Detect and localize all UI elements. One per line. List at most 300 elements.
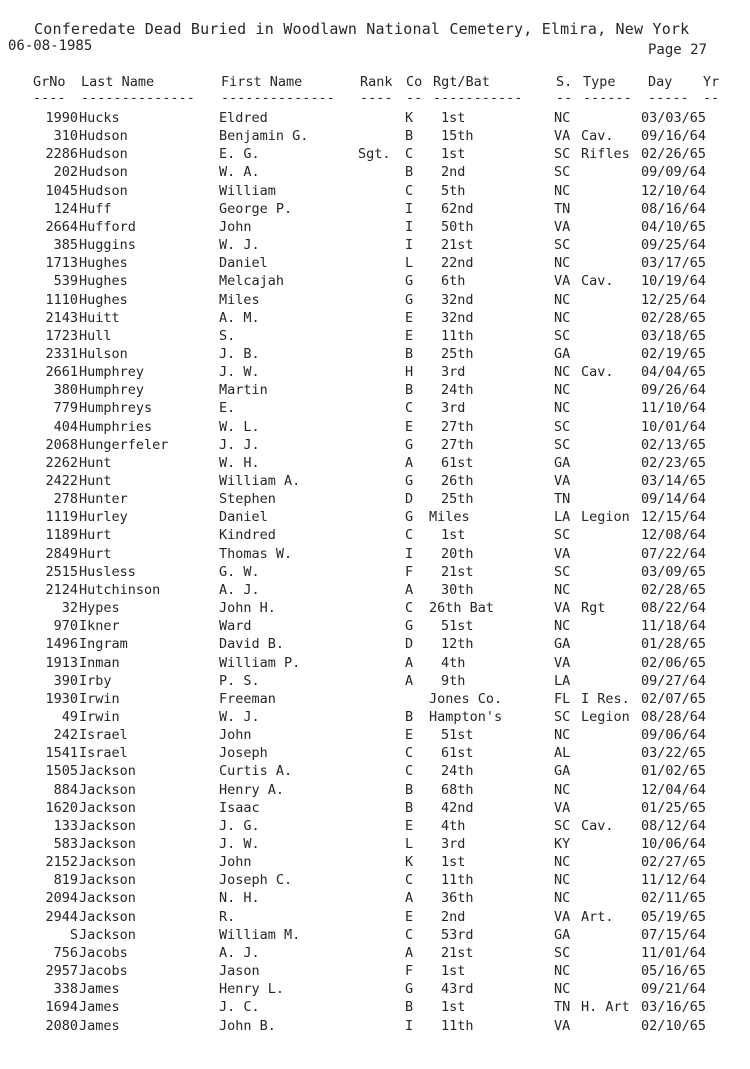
first-name-cell: John <box>219 218 252 235</box>
grave-number-cell: 2957 <box>45 963 78 980</box>
last-name-cell: Hulson <box>79 345 128 362</box>
first-name-cell: P. S. <box>219 672 260 689</box>
first-name-cell: William P. <box>219 654 301 671</box>
state-cell: VA <box>554 908 571 925</box>
regiment-cell: 2nd <box>441 164 466 181</box>
state-cell: LA <box>554 509 571 526</box>
header-last-name: Last Name <box>81 74 155 90</box>
table-row <box>0 400 750 418</box>
header-type: Type <box>583 74 616 90</box>
last-name-cell: Huggins <box>79 237 136 254</box>
grave-number-cell: 1119 <box>45 509 78 526</box>
regiment-cell: 68th <box>441 781 474 798</box>
death-date-cell: 10/06/64 <box>641 836 707 852</box>
last-name-cell: James <box>79 1017 120 1034</box>
company-cell: A <box>405 890 414 907</box>
company-cell: G <box>405 273 414 290</box>
death-date-cell: 09/14/64 <box>641 491 707 508</box>
company-cell: F <box>405 963 414 980</box>
table-row <box>0 237 750 255</box>
last-name-cell: Hurt <box>79 545 112 562</box>
first-name-cell: Joseph <box>219 745 268 762</box>
company-cell: B <box>405 999 414 1016</box>
table-row <box>0 419 750 437</box>
header-first-name: First Name <box>221 74 303 90</box>
death-date-cell: 02/27/65 <box>641 854 707 871</box>
grave-number-cell: S <box>69 926 78 943</box>
last-name-cell: Ingram <box>79 636 128 653</box>
grave-number-cell: 1189 <box>45 527 78 544</box>
grave-number-cell: 2331 <box>45 345 78 362</box>
grave-number-cell: 124 <box>53 200 78 217</box>
last-name-cell: Israel <box>79 745 128 762</box>
state-cell: SC <box>554 418 571 435</box>
table-row <box>0 564 750 582</box>
death-date-cell: 01/25/65 <box>641 799 707 816</box>
table-row <box>0 945 750 963</box>
company-cell: B <box>405 799 414 816</box>
first-name-cell: John B. <box>219 1017 276 1034</box>
company-cell: B <box>405 128 414 145</box>
death-date-cell: 03/17/65 <box>641 255 707 272</box>
grave-number-cell: 202 <box>53 164 78 181</box>
regiment-cell: 6th <box>441 273 466 290</box>
grave-number-cell: 49 <box>61 708 78 725</box>
company-cell: A <box>405 454 414 471</box>
table-row <box>0 999 750 1017</box>
grave-number-cell: 1694 <box>45 999 78 1016</box>
first-name-cell: W. L. <box>219 418 260 435</box>
state-cell: VA <box>554 545 571 562</box>
first-name-cell: J. J. <box>219 436 260 453</box>
last-name-cell: Jackson <box>79 763 136 780</box>
state-cell: GA <box>554 763 571 780</box>
death-date-cell: 09/21/64 <box>641 981 707 998</box>
state-cell: NC <box>554 618 571 635</box>
first-name-cell: Curtis A. <box>219 763 293 780</box>
state-cell: NC <box>554 364 571 381</box>
company-cell: C <box>405 182 414 199</box>
company-cell: D <box>405 491 414 508</box>
last-name-cell: Hudson <box>79 182 128 199</box>
death-date-cell: 02/28/65 <box>641 309 707 326</box>
first-name-cell: Jason <box>219 963 260 980</box>
state-cell: TN <box>554 999 571 1016</box>
regiment-cell: 32nd <box>441 291 474 308</box>
regiment-cell: 30th <box>441 581 474 598</box>
death-date-cell: 11/18/64 <box>641 618 707 635</box>
company-cell: C <box>405 146 414 163</box>
underline-last-name: -------------- <box>81 90 195 106</box>
underline-grno: ---- <box>33 90 66 106</box>
first-name-cell: Ward <box>219 618 252 635</box>
last-name-cell: Ikner <box>79 618 120 635</box>
first-name-cell: William <box>219 182 276 199</box>
grave-number-cell: 2143 <box>45 309 78 326</box>
table-row <box>0 328 750 346</box>
table-row <box>0 382 750 400</box>
regiment-cell: 9th <box>441 672 466 689</box>
regiment-cell: 25th <box>441 491 474 508</box>
death-date-cell: 02/28/65 <box>641 581 707 598</box>
last-name-cell: Hull <box>79 327 112 344</box>
table-row <box>0 981 750 999</box>
state-cell: GA <box>554 926 571 943</box>
first-name-cell: A. M. <box>219 309 260 326</box>
grave-number-cell: 1045 <box>45 182 78 199</box>
grave-number-cell: 2124 <box>45 581 78 598</box>
regiment-cell: 27th <box>441 418 474 435</box>
unit-type-cell: Rifles <box>581 146 630 163</box>
state-cell: NC <box>554 382 571 399</box>
state-cell: NC <box>554 727 571 744</box>
grave-number-cell: 242 <box>53 727 78 744</box>
grave-number-cell: 2080 <box>45 1017 78 1034</box>
death-date-cell: 03/09/65 <box>641 563 707 580</box>
grave-number-cell: 2849 <box>45 545 78 562</box>
company-cell: B <box>405 382 414 399</box>
grave-number-cell: 1723 <box>45 327 78 344</box>
first-name-cell: W. J. <box>219 708 260 725</box>
first-name-cell: Eldred <box>219 110 268 126</box>
grave-number-cell: 970 <box>53 618 78 635</box>
table-row <box>0 509 750 527</box>
state-cell: NC <box>554 581 571 598</box>
regiment-cell: 21st <box>441 563 474 580</box>
last-name-cell: Jackson <box>79 854 136 871</box>
first-name-cell: J. G. <box>219 817 260 834</box>
first-name-cell: Isaac <box>219 799 260 816</box>
last-name-cell: Israel <box>79 727 128 744</box>
death-date-cell: 12/04/64 <box>641 781 707 798</box>
company-cell: B <box>405 708 414 725</box>
table-row <box>0 782 750 800</box>
state-cell: NC <box>554 854 571 871</box>
table-row <box>0 673 750 691</box>
company-cell: G <box>405 291 414 308</box>
table-row <box>0 527 750 545</box>
header-grno: GrNo <box>33 74 66 90</box>
first-name-cell: John <box>219 727 252 744</box>
death-date-cell: 02/11/65 <box>641 890 707 907</box>
death-date-cell: 05/19/65 <box>641 908 707 925</box>
table-row <box>0 219 750 237</box>
grave-number-cell: 1505 <box>45 763 78 780</box>
header-rank: Rank <box>360 74 393 90</box>
last-name-cell: Inman <box>79 654 120 671</box>
state-cell: SC <box>554 164 571 181</box>
last-name-cell: Jackson <box>79 926 136 943</box>
table-row <box>0 1018 750 1036</box>
last-name-cell: Hunt <box>79 473 112 489</box>
first-name-cell: Kindred <box>219 527 276 544</box>
table-row <box>0 727 750 745</box>
company-cell: G <box>405 436 414 453</box>
death-date-cell: 05/16/65 <box>641 963 707 980</box>
last-name-cell: Hutchinson <box>79 581 161 598</box>
last-name-cell: James <box>79 981 120 998</box>
regiment-cell: 22nd <box>441 255 474 272</box>
table-row <box>0 346 750 364</box>
first-name-cell: R. <box>219 908 236 925</box>
death-date-cell: 08/22/64 <box>641 600 707 617</box>
death-date-cell: 02/13/65 <box>641 436 707 453</box>
regiment-cell: 61st <box>441 745 474 762</box>
company-cell: F <box>405 563 414 580</box>
first-name-cell: Freeman <box>219 690 276 707</box>
state-cell: TN <box>554 491 571 508</box>
grave-number-cell: 1930 <box>45 690 78 707</box>
regiment-cell: 51st <box>441 618 474 635</box>
regiment-cell: 1st <box>441 963 466 980</box>
company-cell: G <box>405 981 414 998</box>
death-date-cell: 01/28/65 <box>641 636 707 653</box>
company-cell: C <box>405 763 414 780</box>
table-row <box>0 600 750 618</box>
company-cell: B <box>405 164 414 181</box>
company-cell: E <box>405 727 414 744</box>
state-cell: GA <box>554 636 571 653</box>
last-name-cell: Husless <box>79 563 136 580</box>
unit-type-cell: Cav. <box>581 273 614 290</box>
first-name-cell: Daniel <box>219 255 268 272</box>
last-name-cell: Jackson <box>79 799 136 816</box>
state-cell: NC <box>554 872 571 889</box>
state-cell: AL <box>554 745 571 762</box>
death-date-cell: 03/18/65 <box>641 327 707 344</box>
first-name-cell: George P. <box>219 200 293 217</box>
grave-number-cell: 133 <box>53 817 78 834</box>
regiment-cell: 51st <box>441 727 474 744</box>
regiment-cell: 62nd <box>441 200 474 217</box>
state-cell: NC <box>554 781 571 798</box>
regiment-cell: 5th <box>441 182 466 199</box>
regiment-cell: 43rd <box>441 981 474 998</box>
underline-first-name: -------------- <box>221 90 335 106</box>
company-cell: C <box>405 926 414 943</box>
state-cell: SC <box>554 237 571 254</box>
table-row <box>0 455 750 473</box>
table-row <box>0 636 750 654</box>
first-name-cell: Thomas W. <box>219 545 293 562</box>
company-cell: E <box>405 908 414 925</box>
regiment-cell: 27th <box>441 436 474 453</box>
grave-number-cell: 1541 <box>45 745 78 762</box>
last-name-cell: Jacobs <box>79 944 128 961</box>
death-date-cell: 03/16/65 <box>641 999 707 1016</box>
regiment-cell: 42nd <box>441 799 474 816</box>
death-date-cell: 02/10/65 <box>641 1017 707 1034</box>
grave-number-cell: 2094 <box>45 890 78 907</box>
death-date-cell: 04/04/65 <box>641 364 707 381</box>
death-date-cell: 09/06/64 <box>641 727 707 744</box>
last-name-cell: Hucks <box>79 110 120 126</box>
first-name-cell: J. C. <box>219 999 260 1016</box>
last-name-cell: Jackson <box>79 872 136 889</box>
grave-number-cell: 1713 <box>45 255 78 272</box>
grave-number-cell: 756 <box>53 944 78 961</box>
state-cell: NC <box>554 400 571 417</box>
grave-number-cell: 310 <box>53 128 78 145</box>
death-date-cell: 09/25/64 <box>641 237 707 254</box>
company-cell: A <box>405 944 414 961</box>
state-cell: SC <box>554 817 571 834</box>
last-name-cell: Jackson <box>79 781 136 798</box>
death-date-cell: 02/26/65 <box>641 146 707 163</box>
rank-cell: Sgt. <box>358 146 391 163</box>
last-name-cell: Jackson <box>79 817 136 834</box>
state-cell: NC <box>554 981 571 998</box>
state-cell: VA <box>554 473 571 489</box>
header-rgt-bat: Rgt/Bat <box>433 74 490 90</box>
last-name-cell: Jackson <box>79 836 136 852</box>
last-name-cell: Hurley <box>79 509 128 526</box>
grave-number-cell: 583 <box>53 836 78 852</box>
table-row <box>0 655 750 673</box>
grave-number-cell: 779 <box>53 400 78 417</box>
first-name-cell: J. W. <box>219 836 260 852</box>
table-row <box>0 818 750 836</box>
grave-number-cell: 2664 <box>45 218 78 235</box>
state-cell: SC <box>554 436 571 453</box>
unit-type-cell: H. Art <box>581 999 630 1016</box>
last-name-cell: Hunter <box>79 491 128 508</box>
state-cell: NC <box>554 255 571 272</box>
company-cell: K <box>405 110 414 126</box>
unit-type-cell: Legion <box>581 509 630 526</box>
company-cell: G <box>405 473 414 489</box>
first-name-cell: Joseph C. <box>219 872 293 889</box>
underline-rank: ---- <box>360 90 393 106</box>
regiment-cell: 26th Bat <box>429 600 495 617</box>
underline-day: ----- <box>648 90 689 106</box>
regiment-cell: 1st <box>441 146 466 163</box>
grave-number-cell: 2152 <box>45 854 78 871</box>
death-date-cell: 03/22/65 <box>641 745 707 762</box>
state-cell: FL <box>554 690 571 707</box>
company-cell: H <box>405 364 414 381</box>
first-name-cell: J. W. <box>219 364 260 381</box>
state-cell: VA <box>554 128 571 145</box>
last-name-cell: Jackson <box>79 890 136 907</box>
table-row <box>0 763 750 781</box>
grave-number-cell: 390 <box>53 672 78 689</box>
company-cell: I <box>405 200 414 217</box>
table-row <box>0 201 750 219</box>
state-cell: SC <box>554 146 571 163</box>
company-cell: G <box>405 509 414 526</box>
first-name-cell: W. J. <box>219 237 260 254</box>
regiment-cell: 11th <box>441 1017 474 1034</box>
last-name-cell: Hudson <box>79 128 128 145</box>
underline-type: ------ <box>583 90 632 106</box>
state-cell: NC <box>554 110 571 126</box>
grave-number-cell: 32 <box>61 600 78 617</box>
state-cell: VA <box>554 273 571 290</box>
first-name-cell: David B. <box>219 636 285 653</box>
company-cell: I <box>405 545 414 562</box>
death-date-cell: 11/01/64 <box>641 944 707 961</box>
table-row <box>0 437 750 455</box>
company-cell: I <box>405 237 414 254</box>
table-row <box>0 745 750 763</box>
last-name-cell: Hunt <box>79 454 112 471</box>
last-name-cell: Irby <box>79 672 112 689</box>
death-date-cell: 11/12/64 <box>641 872 707 889</box>
regiment-cell: 12th <box>441 636 474 653</box>
table-row <box>0 364 750 382</box>
regiment-cell: 20th <box>441 545 474 562</box>
state-cell: KY <box>554 836 571 852</box>
state-cell: LA <box>554 672 571 689</box>
last-name-cell: Hughes <box>79 273 128 290</box>
regiment-cell: 36th <box>441 890 474 907</box>
table-row <box>0 128 750 146</box>
grave-number-cell: 2661 <box>45 364 78 381</box>
regiment-cell: Miles <box>429 509 470 526</box>
state-cell: GA <box>554 454 571 471</box>
table-row <box>0 890 750 908</box>
first-name-cell: E. <box>219 400 236 417</box>
company-cell: B <box>405 781 414 798</box>
grave-number-cell: 2944 <box>45 908 78 925</box>
company-cell: C <box>405 745 414 762</box>
last-name-cell: Hurt <box>79 527 112 544</box>
company-cell: I <box>405 1017 414 1034</box>
state-cell: NC <box>554 182 571 199</box>
company-cell: D <box>405 636 414 653</box>
last-name-cell: Hungerfeler <box>79 436 169 453</box>
grave-number-cell: 539 <box>53 273 78 290</box>
state-cell: NC <box>554 291 571 308</box>
company-cell: A <box>405 672 414 689</box>
grave-number-cell: 385 <box>53 237 78 254</box>
regiment-cell: 26th <box>441 473 474 489</box>
unit-type-cell: Rgt <box>581 600 606 617</box>
unit-type-cell: Cav. <box>581 128 614 145</box>
state-cell: SC <box>554 708 571 725</box>
company-cell: E <box>405 817 414 834</box>
first-name-cell: Daniel <box>219 509 268 526</box>
underline-co: -- <box>406 90 423 106</box>
death-date-cell: 09/26/64 <box>641 382 707 399</box>
death-date-cell: 09/27/64 <box>641 672 707 689</box>
table-row <box>0 546 750 564</box>
table-row <box>0 183 750 201</box>
regiment-cell: 53rd <box>441 926 474 943</box>
grave-number-cell: 1496 <box>45 636 78 653</box>
page-number: Page 27 <box>648 42 708 58</box>
table-row <box>0 800 750 818</box>
table-row <box>0 709 750 727</box>
regiment-cell: Jones Co. <box>429 690 503 707</box>
table-row <box>0 473 750 491</box>
table-row <box>0 618 750 636</box>
state-cell: SC <box>554 527 571 544</box>
first-name-cell: Henry L. <box>219 981 285 998</box>
death-date-cell: 08/12/64 <box>641 817 707 834</box>
grave-number-cell: 1110 <box>45 291 78 308</box>
first-name-cell: John H. <box>219 600 276 617</box>
regiment-cell: Hampton's <box>429 708 503 725</box>
regiment-cell: 3rd <box>441 400 466 417</box>
regiment-cell: 3rd <box>441 364 466 381</box>
underline-yr: -- <box>703 90 720 106</box>
death-date-cell: 10/01/64 <box>641 418 707 435</box>
death-date-cell: 12/10/64 <box>641 182 707 199</box>
regiment-cell: 50th <box>441 218 474 235</box>
state-cell: SC <box>554 563 571 580</box>
